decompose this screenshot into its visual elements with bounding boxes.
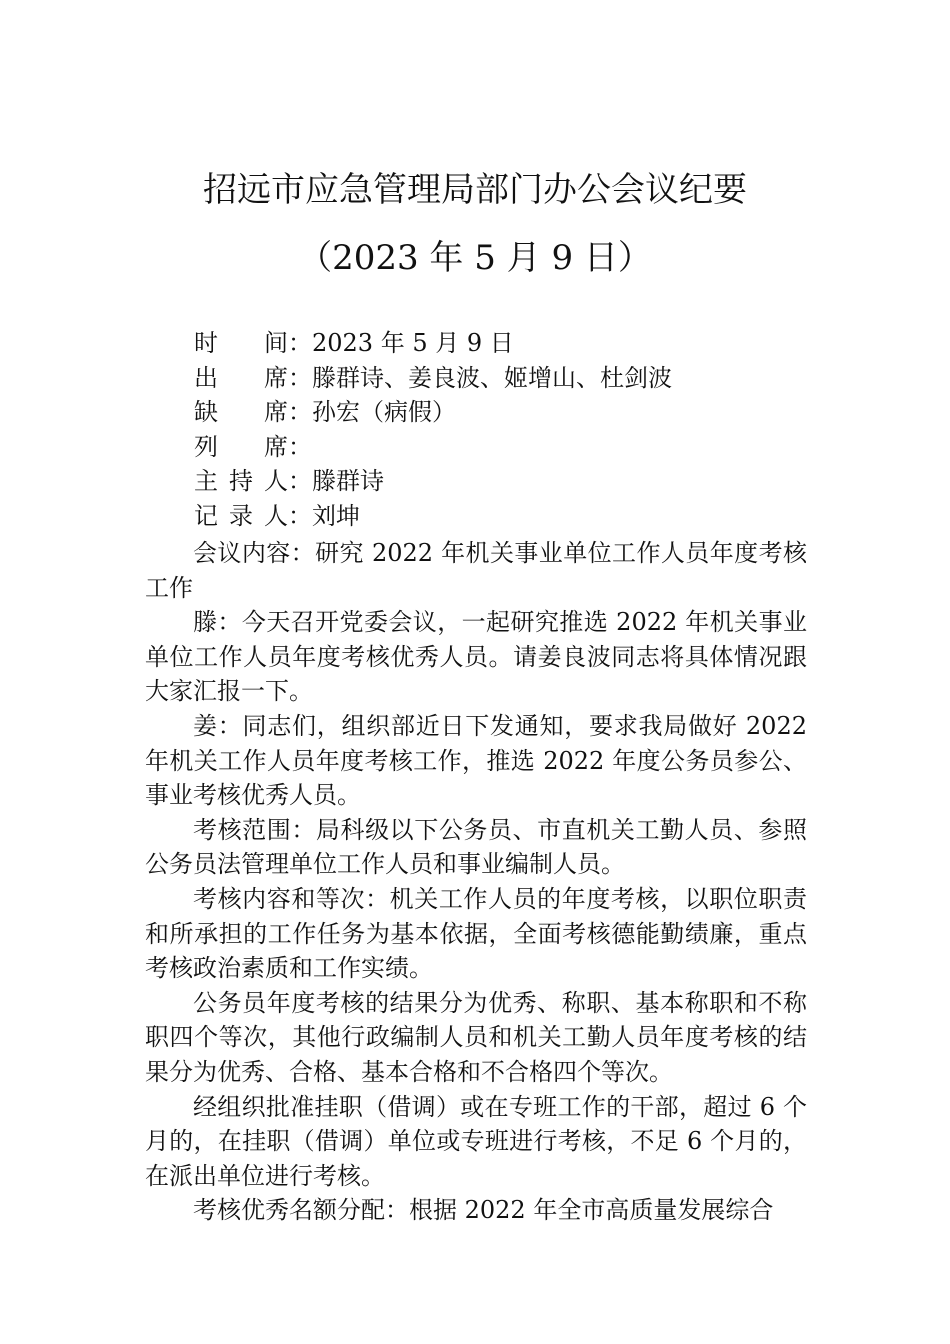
meta-key: 出席 bbox=[194, 363, 288, 392]
meta-value: 孙宏（病假） bbox=[312, 398, 456, 427]
document-date-line: （2023 年 5 月 9 日） bbox=[298, 238, 652, 278]
document-body bbox=[145, 536, 807, 1228]
meta-row-recorder: 记录人：刘坤 bbox=[194, 499, 672, 534]
meta-key: 缺席 bbox=[194, 398, 288, 427]
paragraph-meeting-content: 会议内容：研究 2022 年机关事业单位工作人员年度考核工作 bbox=[145, 539, 807, 602]
document-title: 招远市应急管理局部门办公会议纪要 bbox=[203, 170, 747, 210]
meta-row-observers: 列席： bbox=[194, 430, 672, 465]
meta-row-time: 时间：2023 年 5 月 9 日 bbox=[194, 326, 672, 361]
meta-row-attendees: 出席：滕群诗、姜良波、姬增山、杜剑波 bbox=[194, 361, 672, 396]
paragraph-secondment-rule: 经组织批准挂职（借调）或在专班工作的干部，超过 6 个月的，在挂职（借调）单位或专班进行考核，不足 6 个月的，在派出单位进行考核。 bbox=[145, 1092, 807, 1190]
meta-value: 刘坤 bbox=[312, 501, 360, 530]
meta-row-absent: 缺席：孙宏（病假） bbox=[194, 395, 672, 430]
meta-key: 记录人 bbox=[194, 501, 288, 530]
paragraph-jiang-remarks: 姜：同志们，组织部近日下发通知，要求我局做好 2022 年机关工作人员年度考核工作，推选 2022 年度公务员参公、事业考核优秀人员。 bbox=[145, 711, 807, 810]
paragraph-assessment-grades: 公务员年度考核的结果分为优秀、称职、基本称职和不称职四个等次，其他行政编制人员和机关工勤人员年度考核的结果分为优秀、合格、基本合格和不合格四个等次。 bbox=[145, 988, 807, 1086]
meta-value: 滕群诗 bbox=[312, 467, 384, 496]
meta-key: 时间 bbox=[194, 329, 288, 357]
paragraph-quota-allocation: 考核优秀名额分配：根据 2022 年全市高质量发展综合 bbox=[193, 1196, 774, 1225]
paragraph-teng-remarks: 滕：今天召开党委会议，一起研究推选 2022 年机关事业单位工作人员年度考核优秀人员。请姜良波同志将具体情况跟大家汇报一下。 bbox=[145, 608, 807, 706]
meta-value: 滕群诗、姜良波、姬增山、杜剑波 bbox=[312, 363, 672, 392]
meta-row-host: 主持人：滕群诗 bbox=[194, 464, 672, 499]
meta-value: 2023 年 5 月 9 日 bbox=[312, 329, 514, 357]
meta-block bbox=[194, 326, 672, 534]
paragraph-assessment-scope: 考核范围：局科级以下公务员、市直机关工勤人员、参照公务员法管理单位工作人员和事业编制人员。 bbox=[145, 815, 807, 879]
paragraph-assessment-content: 考核内容和等次：机关工作人员的年度考核，以职位职责和所承担的工作任务为基本依据，全面考核德能勤绩廉，重点考核政治素质和工作实绩。 bbox=[145, 884, 807, 983]
meta-key: 列席 bbox=[194, 432, 288, 461]
meta-key: 主持人 bbox=[194, 467, 288, 496]
